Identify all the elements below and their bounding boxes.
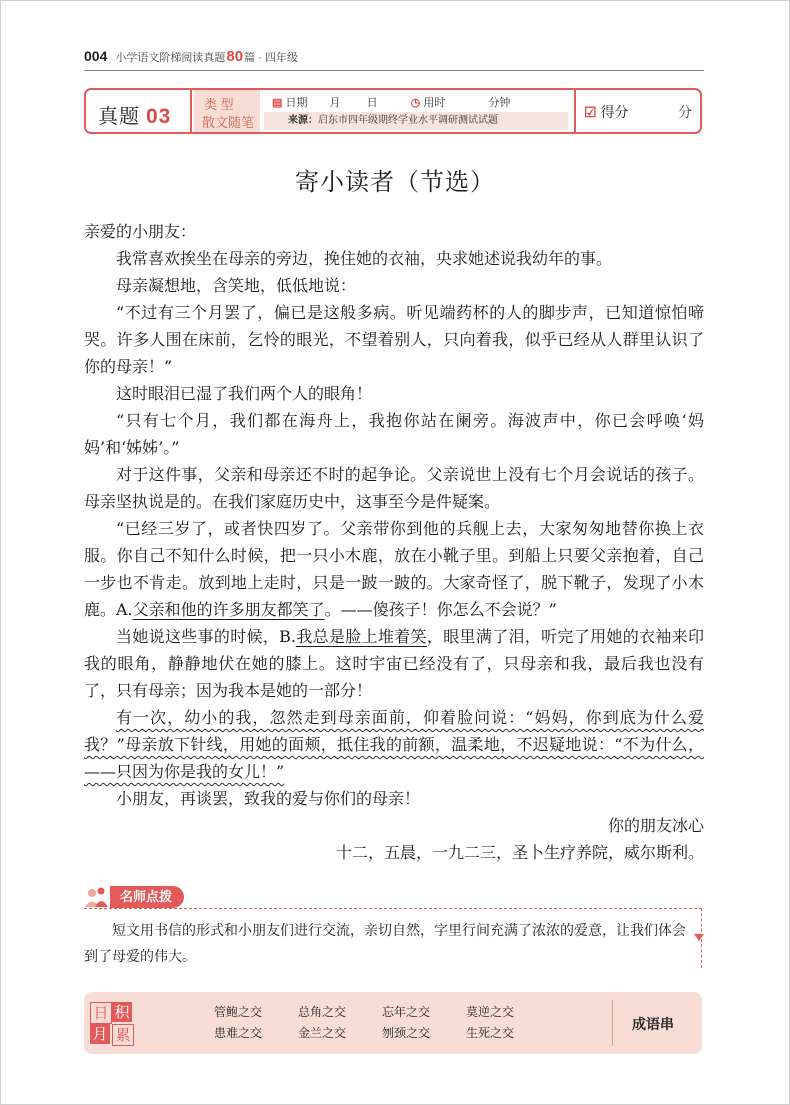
question-meta — [264, 90, 574, 132]
underlined-sentence-b: 我总是脸上堆着笑 — [296, 627, 427, 646]
paragraph — [84, 704, 704, 785]
paragraph: 我常喜欢挨坐在母亲的旁边，挽住她的衣袖，央求她述说我幼年的事。 — [116, 249, 613, 268]
idiom: 莫逆之交 — [466, 1005, 515, 1019]
paragraph: 小朋友，再谈罢，致我的爱与你们的母亲！ — [116, 789, 421, 808]
question-info-box — [84, 88, 702, 134]
header-divider — [84, 70, 704, 71]
score-unit: 分 — [678, 104, 692, 120]
day-field[interactable]: 日 — [366, 97, 378, 109]
question-number: 03 — [146, 105, 172, 128]
paragraph: “不过有三个月罢了，偏已是这般多病。听见端药杯的人的脚步声，已知道惊怕啼哭。许多人围在床前，乞怜的眼光，不望着别人，只向着我，似乎已经从人群里认识了你的母亲！” — [84, 303, 704, 376]
accumulate-box — [84, 992, 702, 1054]
paragraph: 当她说这些事的时候，B.我总是脸上堆着笑，眼里满了泪，听完了用她的衣袖来印我的眼角，静静地伏在她的膝上。这时宇宙已经没有了，只母亲和我，最后我也没有了，只有母亲；因为我本是她的一部分！ — [84, 627, 704, 700]
question-label: 真题 03 — [98, 105, 172, 128]
page-number: 004 — [84, 48, 108, 64]
paragraph: “只有七个月，我们都在海舟上，我抱你站在阑旁。海波声中，你已会呼唤‘妈妈’和‘姊姊’。” — [84, 411, 704, 457]
underlined-sentence-a: 父亲和他的许多朋友都笑了 — [132, 600, 325, 619]
signature-place: 十二，五晨，一九二三，圣卜生疗养院，威尔斯利。 — [335, 843, 704, 862]
calendar-icon: ▤ — [272, 97, 283, 109]
question-type: 类 型 散文随笔 — [194, 90, 260, 132]
paragraph: “已经三岁了，或者快四岁了。父亲带你到他的兵舰上去，大家匆匆地替你换上衣服。你自己不知什么时候，把一只小木鹿，放在小靴子里。到船上只要父亲抱着，自己一步也不肯走。放到地上走时，只是一跛一跛的。大家奇怪了，脱下靴子，发现了小木鹿。A.父亲和他的许多朋友都笑了。——傻孩子！你怎么不会说？” — [84, 519, 704, 619]
date-label: 日期 — [285, 97, 308, 109]
divider — [612, 1000, 613, 1046]
minutes-field[interactable]: 分钟 — [488, 97, 511, 109]
idiom: 患难之交 — [214, 1026, 263, 1040]
idiom: 总角之交 — [298, 1005, 347, 1019]
idiom-grid — [214, 1002, 574, 1044]
time-label: 用时 — [423, 97, 446, 109]
divider — [190, 90, 192, 132]
month-field[interactable]: 月 — [329, 97, 341, 109]
signature-name: 你的朋友冰心 — [607, 816, 704, 835]
salutation: 亲爱的小朋友： — [84, 222, 197, 241]
page-header — [84, 48, 298, 68]
article-body — [84, 218, 704, 866]
tips-text: 短文用书信的形式和小朋友们进行交流，亲切自然，字里行间充满了浓浓的爱意，让我们体会到了母爱的伟大。 — [84, 923, 686, 965]
paragraph: 这时眼泪已湿了我们两个人的眼角！ — [116, 384, 373, 403]
wavy-underlined-paragraph: 有一次，幼小的我，忽然走到母亲面前，仰着脸问说：“妈妈，你到底为什么爱我？”母亲放下针线，用她的面颊，抵住我的前额，温柔地，不迟疑地说：“不为什么，——只因为你是我的女儿！” — [84, 708, 704, 781]
clock-icon: ◷ — [410, 97, 421, 109]
accumulate-tag: 成语串 — [632, 1017, 674, 1033]
idiom: 生死之交 — [466, 1026, 515, 1040]
teacher-icon — [84, 886, 110, 908]
arrow-down-icon — [694, 934, 704, 941]
paragraph: 母亲凝想地，含笑地，低低地说： — [116, 276, 357, 295]
idiom: 刎颈之交 — [382, 1026, 431, 1040]
source-row: 来源：启东市四年级期终学业水平调研测试试题 — [264, 112, 568, 130]
divider — [574, 90, 576, 132]
series-title: 小学语文阶梯阅读真题80篇 · 四年级 — [115, 48, 298, 65]
paragraph: 对于这件事，父亲和母亲还不时的起争论。父亲说世上没有七个月会说话的孩子。母亲坚执说是的。在我们家庭历史中，这事至今是件疑案。 — [84, 465, 704, 511]
article-title: 寄小读者（节选） — [295, 168, 495, 196]
idiom-row — [214, 1002, 574, 1023]
tips-label: 名师点拨 — [110, 886, 184, 908]
idiom-row — [214, 1023, 574, 1044]
checkbox-icon: ☑ — [584, 104, 597, 120]
accumulate-logo: 日 积 月 累 — [88, 1000, 134, 1046]
idiom: 管鲍之交 — [214, 1005, 263, 1019]
idiom: 忘年之交 — [382, 1005, 431, 1019]
idiom: 金兰之交 — [298, 1026, 347, 1040]
score-field[interactable]: ☑ 得分 — [584, 104, 629, 120]
